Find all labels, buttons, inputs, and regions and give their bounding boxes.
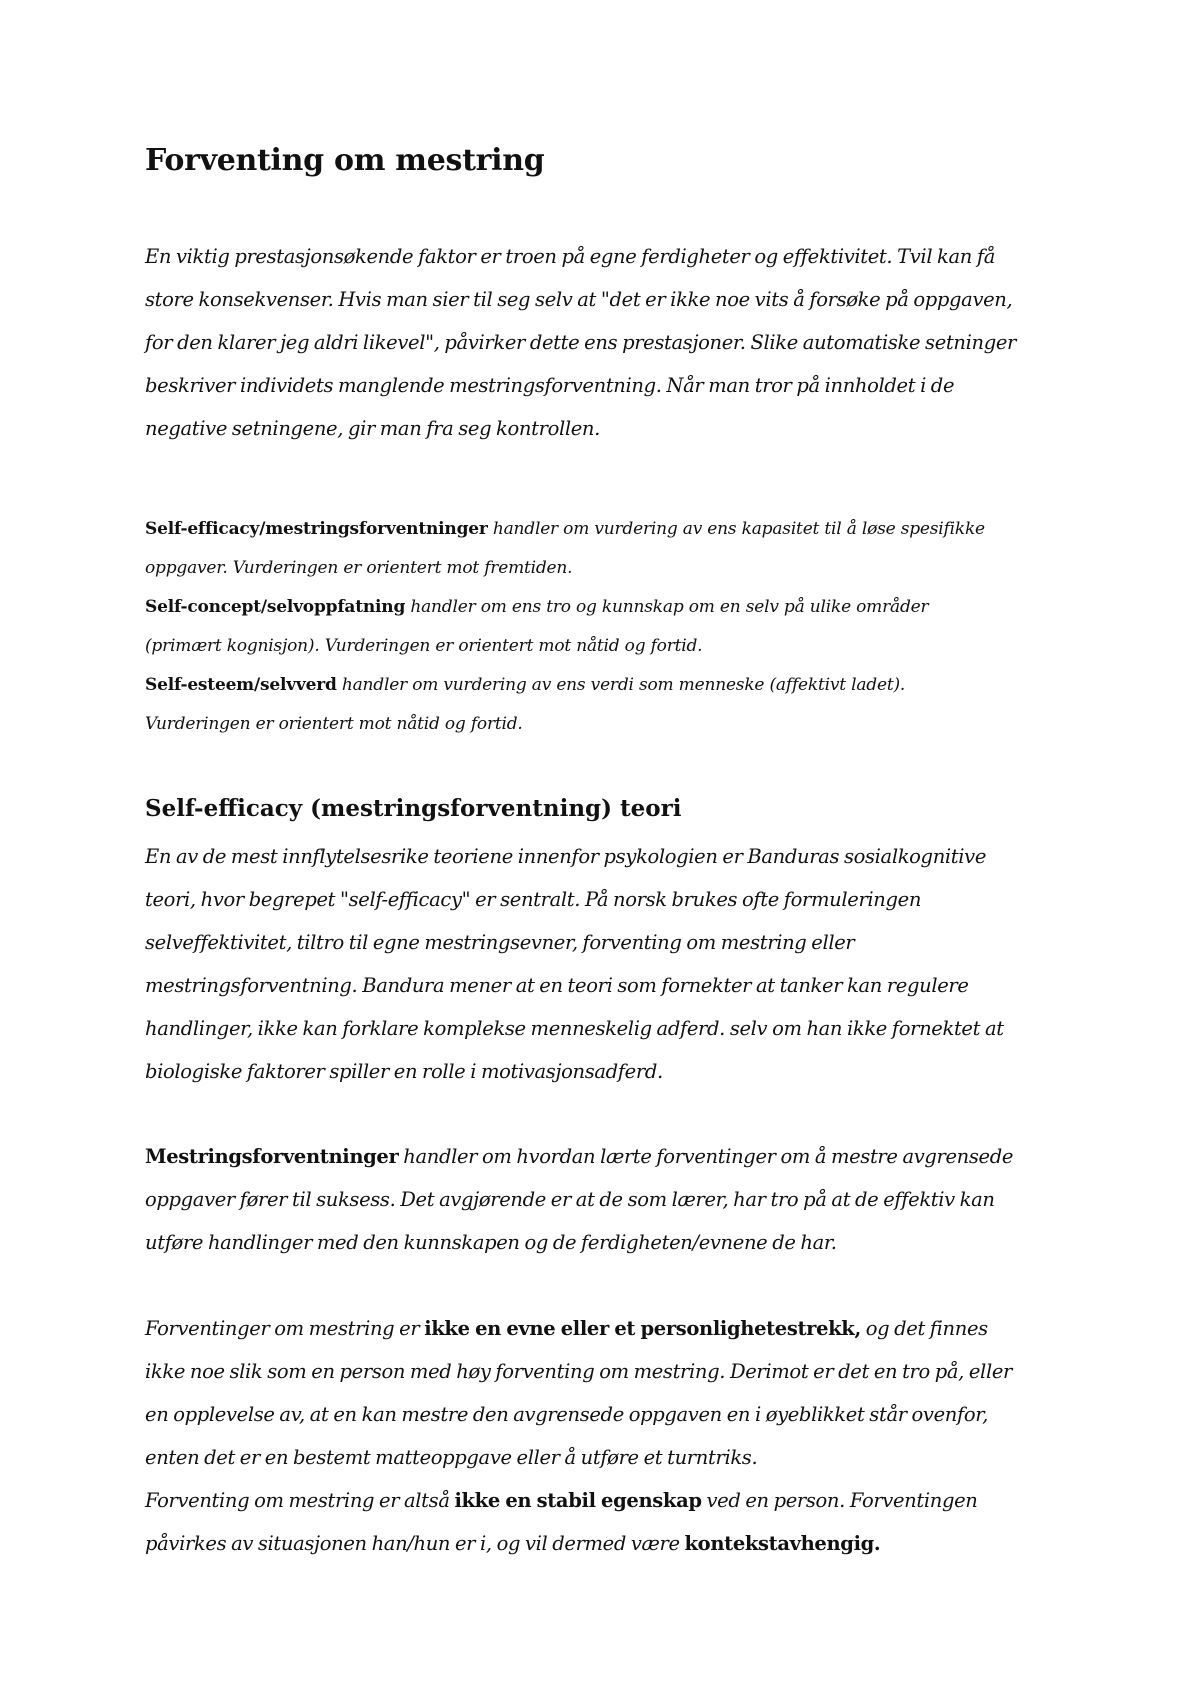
page-title: Forventing om mestring	[145, 143, 545, 178]
mestring-term: Mestringsforventninger	[145, 1145, 399, 1168]
definition-text: (primært kognisjon). Vurderingen er orientert mot nåtid og fortid.	[145, 636, 703, 656]
final-text: Forventinger om mestring er	[145, 1317, 425, 1340]
mestring-paragraph	[145, 1135, 1013, 1264]
theory-line: biologiske faktorer spiller en rolle i motivasjonsadferd.	[145, 1060, 663, 1083]
final-line: ikke noe slik som en person med høy forventing om mestring. Derimot er det en tro på, eller	[145, 1360, 1012, 1383]
final-emphasis: ikke en evne eller et personlighetestrekk,	[424, 1317, 861, 1340]
final-paragraph	[145, 1307, 1012, 1565]
definitions-block	[145, 510, 985, 744]
definition-text: handler om vurdering av ens kapasitet til å løse spesifikke	[487, 519, 985, 539]
definition-self-esteem	[145, 666, 985, 705]
theory-line: mestringsforventning. Bandura mener at en teori som fornekter at tanker kan regulere	[145, 974, 969, 997]
final-line	[145, 1479, 1012, 1522]
theory-line: En av de mest innflytelsesrike teoriene innenfor psykologien er Banduras sosialkognitive	[145, 845, 987, 868]
definition-text: handler om vurdering av ens verdi som menneske (affektivt ladet).	[336, 675, 906, 695]
final-line: en opplevelse av, at en kan mestre den avgrensede oppgaven en i øyeblikket står ovenfor,	[145, 1403, 988, 1426]
section-heading: Self-efficacy (mestringsforventning) teori	[145, 795, 682, 822]
definition-term: Self-concept/selvoppfatning	[145, 597, 406, 617]
intro-line: negative setningene, gir man fra seg kontrollen.	[145, 417, 600, 440]
final-text: ved en person. Forventingen	[701, 1489, 978, 1512]
definition-self-efficacy	[145, 510, 985, 549]
theory-line: selveffektivitet, tiltro til egne mestringsevner, forventing om mestring eller	[145, 931, 855, 954]
definition-term: Self-efficacy/mestringsforventninger	[145, 519, 488, 539]
mestring-line	[145, 1135, 1013, 1178]
theory-line: handlinger, ikke kan forklare komplekse menneskelig adferd. selv om han ikke fornektet at	[145, 1017, 1004, 1040]
intro-line: beskriver individets manglende mestringsforventning. Når man tror på innholdet i de	[145, 374, 955, 397]
mestring-line: utføre handlinger med den kunnskapen og de ferdigheten/evnene de har.	[145, 1231, 837, 1254]
final-text: påvirkes av situasjonen han/hun er i, og vil dermed være	[145, 1532, 685, 1555]
final-text: Forventing om mestring er altså	[145, 1489, 455, 1512]
definition-text: oppgaver. Vurderingen er orientert mot fremtiden.	[145, 558, 573, 578]
definition-text: Vurderingen er orientert mot nåtid og fortid.	[145, 714, 523, 734]
final-line	[145, 1522, 1012, 1565]
final-line	[145, 1307, 1012, 1350]
theory-paragraph	[145, 835, 1004, 1093]
intro-paragraph	[145, 235, 1016, 450]
definition-text: handler om ens tro og kunnskap om en selv på ulike områder	[405, 597, 929, 617]
mestring-text: handler om hvordan lærte forventinger om å mestre avgrensede	[398, 1145, 1014, 1168]
definition-term: Self-esteem/selvverd	[145, 675, 337, 695]
intro-line: store konsekvenser. Hvis man sier til seg selv at "det er ikke noe vits å forsøke på oppgaven,	[145, 288, 1013, 311]
mestring-line: oppgaver fører til suksess. Det avgjørende er at de som lærer, har tro på at de effektiv kan	[145, 1188, 995, 1211]
final-emphasis: kontekstavhengig.	[684, 1532, 881, 1555]
definition-self-concept	[145, 588, 985, 627]
final-emphasis: ikke en stabil egenskap	[454, 1489, 702, 1512]
intro-line: En viktig prestasjonsøkende faktor er troen på egne ferdigheter og effektivitet. Tvil kan få	[145, 245, 996, 268]
intro-line: for den klarer jeg aldri likevel", påvirker dette ens prestasjoner. Slike automatiske setninger	[145, 331, 1016, 354]
final-text: og det finnes	[860, 1317, 988, 1340]
final-line: enten det er en bestemt matteoppgave eller å utføre et turntriks.	[145, 1446, 758, 1469]
theory-line: teori, hvor begrepet "self-efficacy" er sentralt. På norsk brukes ofte formuleringen	[145, 888, 922, 911]
